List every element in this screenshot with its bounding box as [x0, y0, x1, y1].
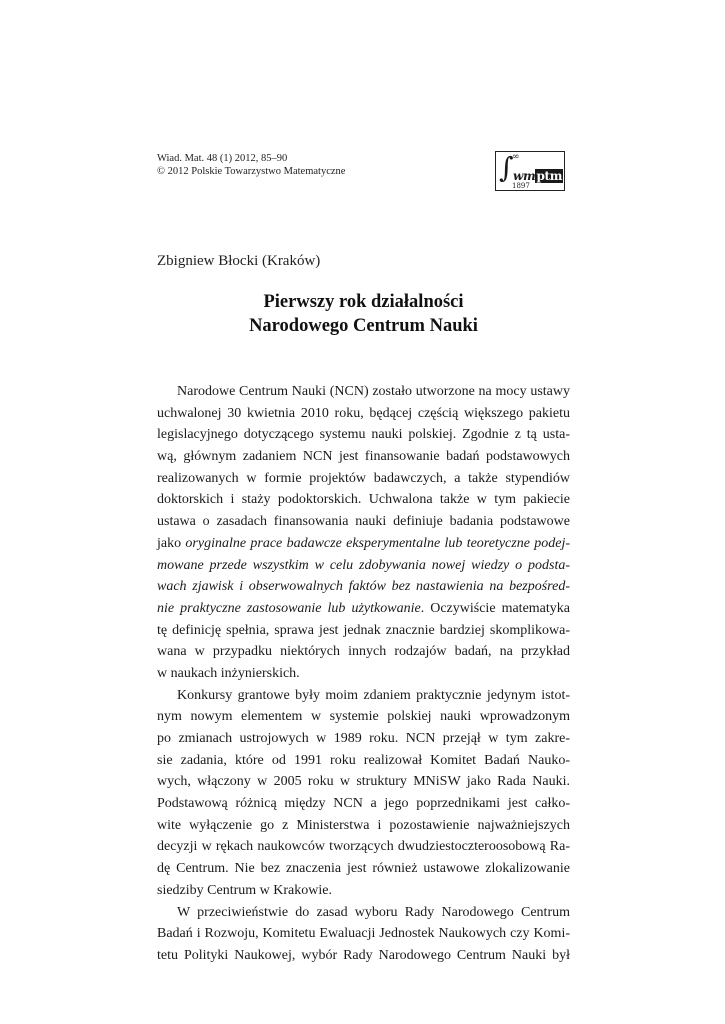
text-line: uchwalonej 30 kwietnia 2010 roku, będącej częścią większego pakietu [157, 405, 570, 421]
text-line: legislacyjnego dotyczącego systemu nauki polskiej. Zgodnie z tą usta- [157, 427, 570, 443]
text-line: dę Centrum. Nie bez znaczenia jest również ustawowe zlokalizowanie [157, 861, 570, 877]
title-line-2: Narodowego Centrum Nauki [249, 316, 478, 336]
italic-definition: oryginalne prace badawcze eksperymentalne lub teoretyczne podej- [185, 535, 570, 551]
infinity-icon: ∞ [512, 152, 520, 162]
text-line: nie praktyczne zastosowanie lub użytkowanie. Oczywiście matematyka [157, 600, 570, 616]
text-line: wite wyłączenie go z Ministerstwa i pozostawienie najważniejszych [157, 817, 570, 833]
text-line [157, 576, 570, 598]
text-line: W przeciwieństwie do zasad wyboru Rady Narodowego Centrum [177, 904, 570, 920]
text-line: wą, głównym zadaniem NCN jest finansowanie badań podstawowych [157, 449, 570, 465]
text-line: wych, włączony w 2005 roku w struktury MNiSW jako Rada Nauki. [157, 774, 570, 790]
wmptm-logo [495, 151, 565, 191]
text-line: ustawa o zasadach finansowania nauki definiuje badania podstawowe [157, 514, 570, 530]
text-line: Badań i Rozwoju, Komitetu Ewaluacji Jednostek Naukowych czy Komi- [157, 926, 570, 942]
italic-definition: wach zjawisk i obserwowalnych faktów bez nastawienia na bezpośred- [157, 579, 570, 595]
text-line: po zmianach ustrojowych w 1989 roku. NCN przejął w tym zakre- [157, 731, 570, 746]
text-line: nym nowym elementem w systemie polskiej nauki wprowadzonym [157, 709, 570, 725]
journal-header [157, 152, 345, 178]
integral-icon: ∫ [499, 151, 514, 184]
text-line [157, 555, 570, 577]
text-line: Podstawową różnicą między NCN a jego poprzednikami jest całko- [157, 796, 570, 812]
title-line-1: Pierwszy rok działalności [263, 292, 464, 312]
text-line: tetu Polityki Naukowej, wybór Rady Narodowego Centrum Nauki był [157, 947, 570, 963]
text-line: sie zadania, które od 1991 roku realizował Komitet Badań Nauko- [157, 752, 570, 768]
text-line: jako oryginalne prace badawcze eksperymentalne lub teoretyczne podej- [157, 535, 570, 551]
journal-citation: Wiad. Mat. 48 (1) 2012, 85–90 [157, 153, 288, 164]
text-line: decyzji w rękach naukowców tworzących dwudziestoczteroosobową Ra- [157, 839, 570, 855]
text-line: tę definicję spełnia, sprawa jest jednak znacznie bardziej skomplikowa- [157, 622, 570, 638]
text-line: w naukach inżynierskich. [157, 665, 300, 681]
journal-copyright: © 2012 Polskie Towarzystwo Matematyczne [157, 166, 346, 177]
logo-wordmark: wmptm [513, 169, 563, 183]
text-line: Narodowe Centrum Nauki (NCN) zostało utworzone na mocy ustawy [177, 384, 570, 399]
article-title [157, 290, 570, 338]
text-line: doktorskich i staży podoktorskich. Uchwalona także w tym pakiecie [157, 492, 570, 508]
text-line: Konkursy grantowe były moim zdaniem praktycznie jedynym istot- [177, 687, 570, 703]
text-line: realizowanych w formie projektów badawczych, a także stypendiów [157, 470, 570, 486]
text-line: siedziby Centrum w Krakowie. [157, 882, 332, 898]
italic-definition: mowane przede wszystkim w celu zdobywania nowej wiedzy o podsta- [157, 557, 570, 573]
article-body [157, 381, 570, 967]
text-line: wana w przypadku niektórych innych rodzajów badań, na przykład [157, 644, 570, 660]
italic-definition: nie praktyczne zastosowanie lub użytkowanie [157, 600, 421, 616]
logo-year: 1897 [512, 182, 530, 190]
author-line: Zbigniew Błocki (Kraków) [157, 253, 321, 269]
